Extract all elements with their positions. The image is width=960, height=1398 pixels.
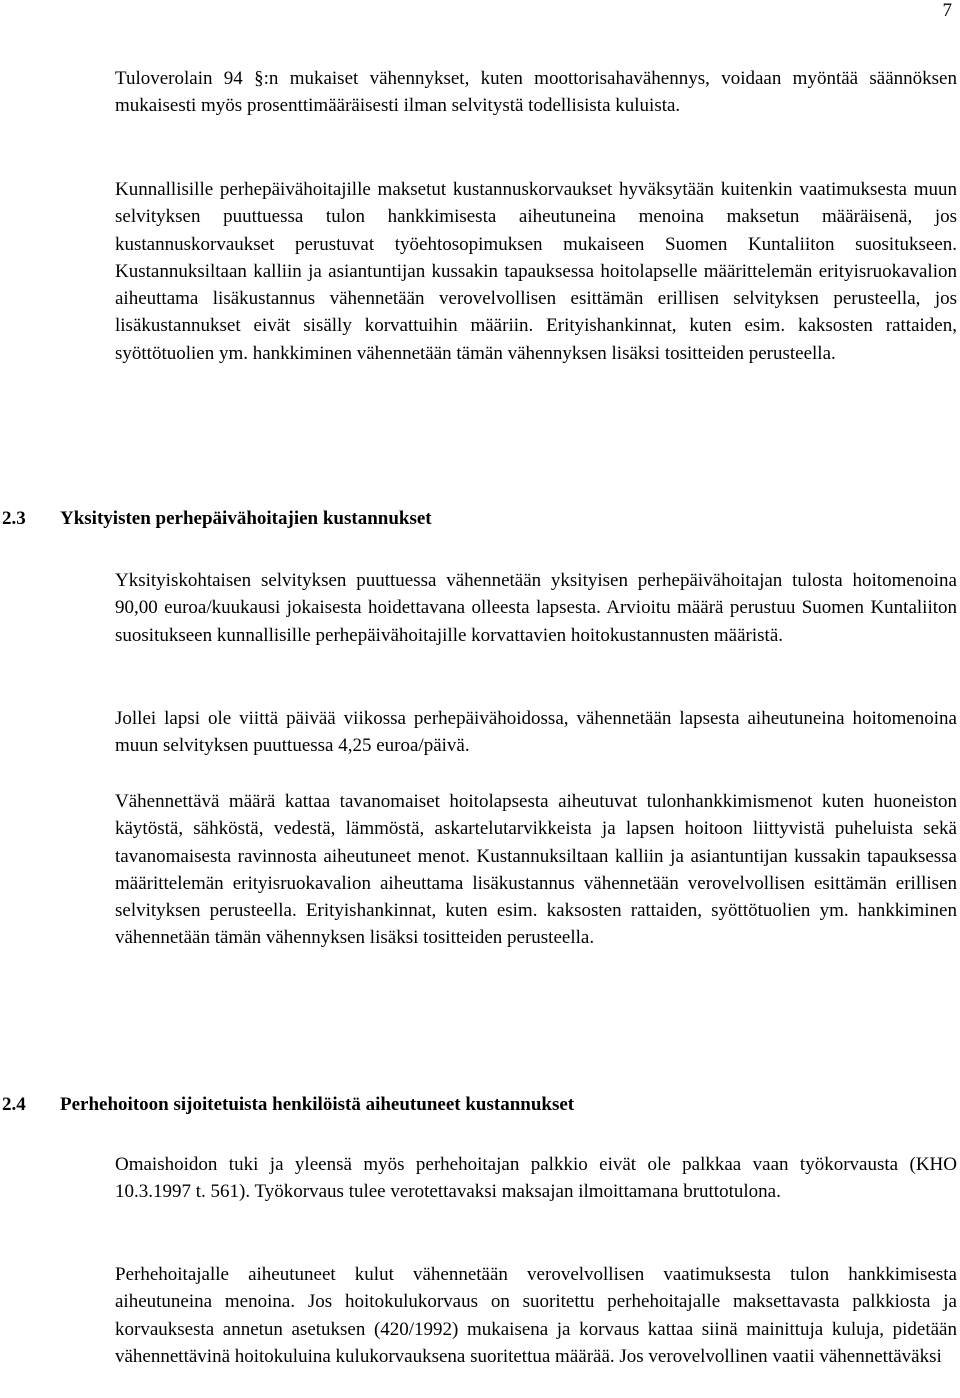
paragraph-omaishoidon-tuki: Omaishoidon tuki ja yleensä myös perhehoitajan palkkio eivät ole palkkaa vaan työkorvausta (KHO 10.3.1997 t. 561). Työkorvaus tulee verotettavaksi maksajan ilmoittamana bruttotulona. <box>115 1154 957 1203</box>
paragraph-tuloverolaki: Tuloverolain 94 §:n mukaiset vähennykset, kuten moottorisahavähennys, voidaan myöntää säännöksen mukaisesti myös prosenttimääräisesti ilman selvitystä todellisista kuluista. <box>115 68 957 117</box>
section-number: 2.3 <box>2 508 26 529</box>
paragraph-kunnalliset-hoitajat: Kunnallisille perhepäivähoitajille maksetut kustannuskorvaukset hyväksytään kuitenkin vaatimuksesta muun selvityksen puuttuessa tulon hankkimisesta aiheutuneina menoina maksetun määräisenä, jos kustannuskorvaukset perustuvat työehtosopimuksen mukaiseen Suomen Kuntaliiton suositukseen. Kustannuksiltaan kalliin ja asiantuntijan kussakin tapauksessa hoitolapselle määrittelemän erityisruokavalion aiheuttama lisäkustannus vähennetään verovelvollisen esittämän erillisen selvityksen perusteella, jos lisäkustannukset eivät sisälly korvattuihin määriin. Erityishankinnat, kuten esim. kaksosten rattaiden, syöttötuolien ym. hankkiminen vähennetään tämän vähennyksen lisäksi tositteiden perusteella. <box>115 179 957 364</box>
section-title: Yksityisten perhepäivähoitajien kustannukset <box>60 508 432 529</box>
paragraph-yksityiskohtainen-selvitys: Yksityiskohtaisen selvityksen puuttuessa vähennetään yksityisen perhepäivähoitajan tulosta hoitomenoina 90,00 euroa/kuukausi jokaisesta hoidettavana olleesta lapsesta. Arvioitu määrä perustuu Suomen Kuntaliiton suositukseen kunnallisille perhepäivähoitajille korvattavien hoitokustannusten määristä. <box>115 570 957 646</box>
section-heading-2-4 <box>2 1092 574 1118</box>
section-heading-2-3 <box>2 506 432 532</box>
paragraph-perhehoitajan-kulut: Perhehoitajalle aiheutuneet kulut vähennetään verovelvollisen vaatimuksesta tulon hankkimisesta aiheutuneina menoina. Jos hoitokulukorvaus on suoritettu perhehoitajalle maksettavasta palkkiosta ja korvauksesta annetun asetuksen (420/1992) mukaisena ja korvaus kattaa siinä mainittuja kuluja, pidetään vähennettävinä hoitokuluina kulukorvauksena suoritettua määrää. Jos verovelvollinen vaatii vähennettäväksi <box>115 1264 957 1367</box>
page-number: 7 <box>942 0 952 21</box>
section-number: 2.4 <box>2 1094 26 1115</box>
paragraph-viisi-paivaa: Jollei lapsi ole viittä päivää viikossa perhepäivähoidossa, vähennetään lapsesta aiheutuneina hoitomenoina muun selvityksen puuttuessa 4,25 euroa/päivä. <box>115 708 957 757</box>
section-title: Perhehoitoon sijoitetuista henkilöistä aiheutuneet kustannukset <box>60 1094 575 1115</box>
paragraph-vahennettava-maara: Vähennettävä määrä kattaa tavanomaiset hoitolapsesta aiheutuvat tulonhankkimismenot kuten huoneiston käytöstä, sähköstä, vedestä, lämmöstä, askartelutarvikkeista ja lapsen hoitoon liittyvistä puheluista sekä tavanomaisesta ravinnosta aiheutuneet menot. Kustannuksiltaan kalliin ja asiantuntijan kussakin tapauksessa määrittelemän erityisruokavalion aiheuttama lisäkustannus vähennetään verovelvollisen esittämän erillisen selvityksen perusteella. Erityishankinnat, kuten esim. kaksosten rattaiden, syöttötuolien ym. hankkiminen vähennetään tämän vähennyksen lisäksi tositteiden perusteella. <box>115 791 957 949</box>
